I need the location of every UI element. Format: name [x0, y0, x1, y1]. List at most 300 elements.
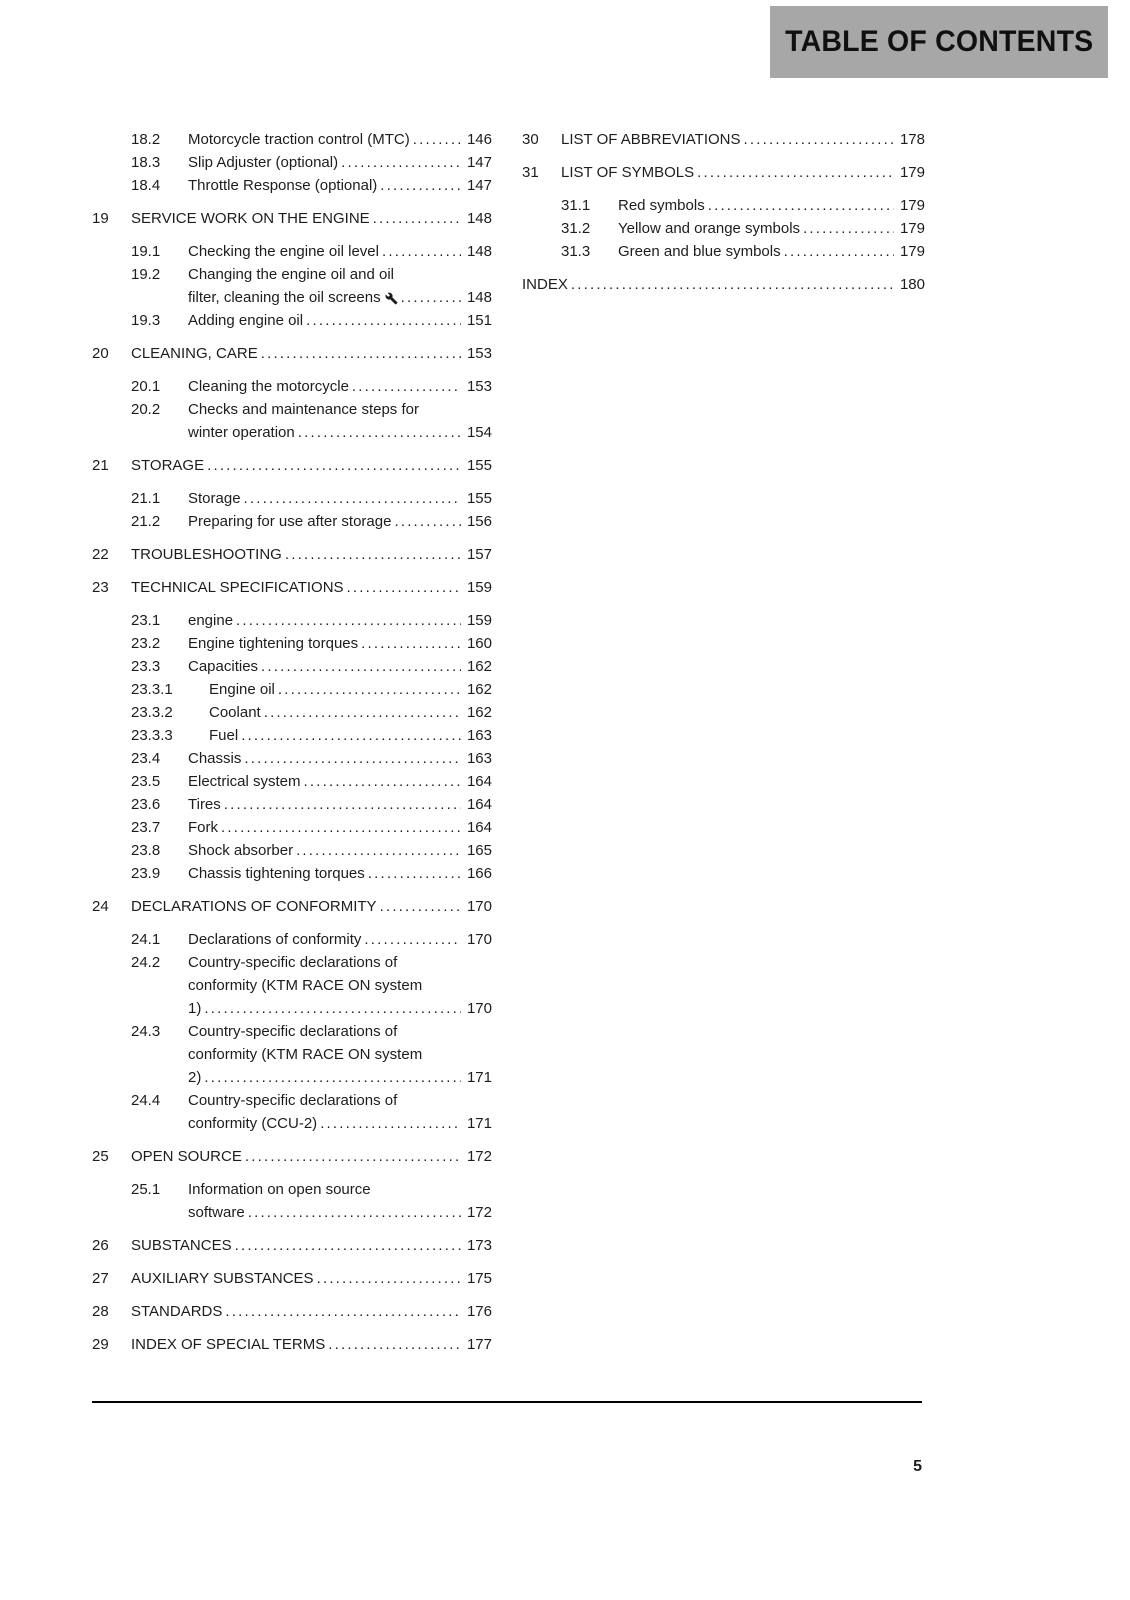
- toc-entry-body: [188, 928, 492, 951]
- toc-entry-body: [188, 862, 492, 885]
- toc-entry-page: 165: [466, 842, 492, 859]
- toc-entry-last-line: [188, 510, 492, 533]
- toc-entry: [92, 839, 492, 862]
- toc-entry-number: 23.3.1: [131, 681, 173, 698]
- dot-leader: [296, 839, 461, 862]
- toc-entry-last-line: [131, 1145, 492, 1168]
- dot-leader: [264, 701, 461, 724]
- toc-entry-number: 31.1: [561, 197, 591, 214]
- toc-entry-page: 148: [466, 243, 492, 260]
- toc-entry: [92, 576, 492, 599]
- toc-entry-title: Chassis tightening torques: [188, 865, 365, 882]
- toc-entry: [92, 1178, 492, 1224]
- toc-entry-number: 18.4: [131, 177, 161, 194]
- toc-entry-body: [188, 1178, 492, 1224]
- toc-entry-page: 147: [466, 154, 492, 171]
- toc-entry-number: 19.2: [131, 266, 161, 283]
- toc-entry-page: 151: [466, 312, 492, 329]
- toc-entry-body: [131, 895, 492, 918]
- toc-entry-page: 164: [466, 796, 492, 813]
- toc-entry-last-line: [131, 454, 492, 477]
- toc-entry: [522, 273, 925, 296]
- dot-leader: [341, 151, 461, 174]
- toc-entry-body: [131, 207, 492, 230]
- toc-entry: [92, 862, 492, 885]
- toc-entry-title: TROUBLESHOOTING: [131, 546, 282, 563]
- toc-entry-number: 20.1: [131, 378, 161, 395]
- toc-entry-last-line: [188, 862, 492, 885]
- toc-entry: [522, 161, 925, 184]
- page-number: 5: [913, 1458, 922, 1475]
- toc-entry-number: 19: [92, 210, 109, 227]
- dot-leader: [382, 240, 461, 263]
- toc-entry-number: 21.2: [131, 513, 161, 530]
- toc-entry-body: [188, 151, 492, 174]
- toc-entry-last-line: [188, 309, 492, 332]
- toc-entry-number: 23.8: [131, 842, 161, 859]
- toc-entry-title: Storage: [188, 490, 241, 507]
- toc-entry-body: [188, 398, 492, 444]
- toc-entry-number: 21.1: [131, 490, 161, 507]
- toc-entry-title-line: conformity (KTM RACE ON system: [188, 977, 423, 994]
- toc-entry-body: [522, 273, 925, 296]
- toc-entry: [92, 609, 492, 632]
- toc-entry-number: 24: [92, 898, 109, 915]
- toc-entry-page: 162: [466, 681, 492, 698]
- toc-entry: [92, 543, 492, 566]
- toc-entry-number: 23.3: [131, 658, 161, 675]
- toc-entry: [92, 454, 492, 477]
- toc-entry-title-line: Country-specific declarations of: [188, 954, 398, 971]
- wrench-icon: [385, 292, 398, 305]
- toc-entry-title: filter, cleaning the oil screens: [188, 289, 381, 306]
- toc-entry-number: 19.3: [131, 312, 161, 329]
- toc-entry-last-line: [188, 793, 492, 816]
- page-header: [770, 6, 1108, 78]
- toc-entry-number: 31.3: [561, 243, 591, 260]
- toc-entry-body: [188, 609, 492, 632]
- toc-entry-title: LIST OF SYMBOLS: [561, 164, 695, 181]
- toc-entry-last-line: [188, 928, 492, 951]
- toc-entry-last-line: [131, 1333, 492, 1356]
- toc-entry-page: 154: [466, 424, 492, 441]
- toc-entry-page: 179: [899, 164, 925, 181]
- toc-entry-body: [188, 1020, 492, 1089]
- dot-leader: [697, 161, 894, 184]
- toc-entry: [92, 928, 492, 951]
- toc-entry: [92, 375, 492, 398]
- toc-entry-page: 155: [466, 490, 492, 507]
- toc-entry: [92, 632, 492, 655]
- toc-entry-last-line: [188, 240, 492, 263]
- toc-entry-body: [188, 240, 492, 263]
- toc-entry-body: [131, 1234, 492, 1257]
- toc-entry-title-line: conformity (KTM RACE ON system: [188, 1046, 423, 1063]
- toc-entry: [92, 342, 492, 365]
- dot-leader: [204, 997, 461, 1020]
- toc-entry-body: [131, 1267, 492, 1290]
- toc-entry-number: 23: [92, 579, 109, 596]
- toc-entry: [92, 895, 492, 918]
- toc-entry-body: [188, 793, 492, 816]
- toc-entry-body: [188, 375, 492, 398]
- dot-leader: [225, 1300, 461, 1323]
- toc-entry-page: 155: [466, 457, 492, 474]
- toc-entry-last-line: [131, 895, 492, 918]
- page-title: TABLE OF CONTENTS: [784, 25, 1094, 58]
- toc-entry-page: 159: [466, 579, 492, 596]
- toc-entry-last-line: [131, 342, 492, 365]
- toc-entry-title: Coolant: [209, 704, 261, 721]
- toc-entry: [92, 951, 492, 1020]
- dot-leader: [278, 678, 461, 701]
- toc-entry-page: 164: [466, 773, 492, 790]
- toc-entry-page: 153: [466, 378, 492, 395]
- toc-entry-title: Capacities: [188, 658, 259, 675]
- toc-entry-body: [131, 1300, 492, 1323]
- toc-entry-number: 18.2: [131, 131, 161, 148]
- toc-entry-title: Engine tightening torques: [188, 635, 359, 652]
- toc-entry-page: 172: [466, 1204, 492, 1221]
- toc-entry-last-line: [131, 576, 492, 599]
- dot-leader: [236, 609, 461, 632]
- toc-entry-page: 171: [466, 1115, 492, 1132]
- toc-entry: [92, 1020, 492, 1089]
- toc-entry-page: 148: [466, 210, 492, 227]
- toc-entry-last-line: [188, 128, 492, 151]
- toc-entry-page: 164: [466, 819, 492, 836]
- toc-entry-title: Fork: [188, 819, 218, 836]
- dot-leader: [744, 128, 895, 151]
- toc-entry-body: [131, 543, 492, 566]
- toc-entry: [92, 655, 492, 678]
- dot-leader: [245, 1145, 461, 1168]
- toc-entry-title: Slip Adjuster (optional): [188, 154, 339, 171]
- toc-entry-page: 157: [466, 546, 492, 563]
- toc-entry-last-line: [561, 128, 925, 151]
- dot-leader: [304, 770, 461, 793]
- toc-entry-body: [131, 454, 492, 477]
- toc-entry-number: 29: [92, 1336, 109, 1353]
- dot-leader: [373, 207, 461, 230]
- toc-entry-title: Motorcycle traction control (MTC): [188, 131, 410, 148]
- toc-entry-body: [188, 770, 492, 793]
- dot-leader: [244, 747, 461, 770]
- toc-entry-title-line: Country-specific declarations of: [188, 1023, 398, 1040]
- toc-entry-body: [209, 701, 492, 724]
- toc-entry-page: 163: [466, 750, 492, 767]
- toc-entry: [522, 240, 925, 263]
- toc-entry-number: 23.5: [131, 773, 161, 790]
- toc-entry-page: 148: [466, 289, 492, 306]
- toc-entry-last-line: [618, 194, 925, 217]
- toc-entry-page: 162: [466, 704, 492, 721]
- toc-entry: [92, 510, 492, 533]
- toc-entry-number: 24.3: [131, 1023, 161, 1040]
- dot-leader: [204, 1066, 461, 1089]
- toc-entry: [92, 793, 492, 816]
- toc-entry-number: 19.1: [131, 243, 161, 260]
- toc-entry-title: AUXILIARY SUBSTANCES: [131, 1270, 314, 1287]
- toc-entry-page: 163: [466, 727, 492, 744]
- toc-entry-page: 179: [899, 220, 925, 237]
- toc-entry-title-line: Checks and maintenance steps for: [188, 401, 419, 418]
- toc-entry-last-line: [188, 632, 492, 655]
- dot-leader: [352, 375, 461, 398]
- dot-leader: [784, 240, 894, 263]
- toc-entry-body: [209, 678, 492, 701]
- toc-entry-number: 31: [522, 164, 539, 181]
- toc-entry: [92, 816, 492, 839]
- toc-entry-title: Green and blue symbols: [618, 243, 781, 260]
- toc-entry-page: 177: [466, 1336, 492, 1353]
- toc-entry-body: [188, 951, 492, 1020]
- toc-column-right: [522, 128, 925, 1366]
- toc-entry-body: [188, 655, 492, 678]
- toc-entry: [92, 701, 492, 724]
- dot-leader: [248, 1201, 461, 1224]
- dot-leader: [380, 174, 461, 197]
- dot-leader: [347, 576, 461, 599]
- toc-entry-body: [131, 1145, 492, 1168]
- toc-entry-page: 156: [466, 513, 492, 530]
- toc-entry-number: 25.1: [131, 1181, 161, 1198]
- toc-entry-page: 173: [466, 1237, 492, 1254]
- toc-entry-title: Chassis: [188, 750, 242, 767]
- toc-entry-number: 31.2: [561, 220, 591, 237]
- toc-entry-last-line: [188, 286, 492, 309]
- toc-entry-last-line: [131, 1234, 492, 1257]
- toc-entry-body: [188, 816, 492, 839]
- toc-entry: [92, 398, 492, 444]
- toc-entry-last-line: [188, 770, 492, 793]
- toc-entry-title: 1): [188, 1000, 202, 1017]
- toc-entry-last-line: [188, 747, 492, 770]
- toc-entry-page: 162: [466, 658, 492, 675]
- toc-entry: [92, 1300, 492, 1323]
- toc-entry-number: 26: [92, 1237, 109, 1254]
- dot-leader: [803, 217, 894, 240]
- toc-entry-last-line: [188, 655, 492, 678]
- toc-entry-body: [618, 240, 925, 263]
- dot-leader: [394, 510, 461, 533]
- toc-entry-last-line: [131, 207, 492, 230]
- toc-entry-body: [188, 309, 492, 332]
- toc-entry-title: Shock absorber: [188, 842, 294, 859]
- toc-entry-body: [618, 217, 925, 240]
- toc-entry-last-line: [188, 839, 492, 862]
- dot-leader: [413, 128, 461, 151]
- toc-entry-page: 170: [466, 898, 492, 915]
- dot-leader: [320, 1112, 461, 1135]
- toc-entry-number: 24.2: [131, 954, 161, 971]
- toc-entry: [522, 128, 925, 151]
- toc-entry-body: [561, 128, 925, 151]
- toc-entry-last-line: [188, 997, 492, 1020]
- toc-entry-page: 178: [899, 131, 925, 148]
- toc-entry-title: INDEX OF SPECIAL TERMS: [131, 1336, 326, 1353]
- toc-entry-last-line: [209, 724, 492, 747]
- toc-entry-body: [188, 487, 492, 510]
- toc-entry-title-line: Information on open source: [188, 1181, 371, 1198]
- toc-entry-body: [131, 1333, 492, 1356]
- toc-entry: [92, 1089, 492, 1135]
- toc-entry-body: [188, 1089, 492, 1135]
- toc-entry-number: 30: [522, 131, 539, 148]
- toc-entry: [522, 194, 925, 217]
- toc-entry-page: 147: [466, 177, 492, 194]
- toc-entry-body: [131, 576, 492, 599]
- toc-entry-number: 23.6: [131, 796, 161, 813]
- toc-entry-number: 25: [92, 1148, 109, 1165]
- toc-entry-title: TECHNICAL SPECIFICATIONS: [131, 579, 344, 596]
- toc-entry-title: Engine oil: [209, 681, 275, 698]
- toc-entry-last-line: [188, 1112, 492, 1135]
- toc-entry-title: Throttle Response (optional): [188, 177, 378, 194]
- toc-entry-title: OPEN SOURCE: [131, 1148, 242, 1165]
- toc-entry-number: 24.1: [131, 931, 161, 948]
- dot-leader: [241, 724, 461, 747]
- dot-leader: [207, 454, 461, 477]
- dot-leader: [364, 928, 461, 951]
- toc-entry-last-line: [188, 609, 492, 632]
- toc-entry-last-line: [561, 161, 925, 184]
- toc-entry: [92, 487, 492, 510]
- toc-entry-page: 166: [466, 865, 492, 882]
- dot-leader: [221, 816, 461, 839]
- toc-entry: [92, 678, 492, 701]
- toc-entry-page: 170: [466, 931, 492, 948]
- toc-entry-last-line: [209, 678, 492, 701]
- toc-entry-title: Yellow and orange symbols: [618, 220, 801, 237]
- toc-entry-title: winter operation: [188, 424, 295, 441]
- toc-entry-body: [188, 747, 492, 770]
- toc-entry-number: 23.3.2: [131, 704, 173, 721]
- toc-entry-page: 159: [466, 612, 492, 629]
- dot-leader: [571, 273, 894, 296]
- toc-entry: [92, 174, 492, 197]
- toc-entry-body: [561, 161, 925, 184]
- toc-entry-title: CLEANING, CARE: [131, 345, 258, 362]
- toc-column-left: [92, 128, 492, 1366]
- toc-entry-number: 20.2: [131, 401, 161, 418]
- toc-entry-title: Fuel: [209, 727, 239, 744]
- toc-entry-title: Cleaning the motorcycle: [188, 378, 349, 395]
- toc-entry: [92, 1267, 492, 1290]
- toc-entry: [92, 747, 492, 770]
- toc-entry-number: 24.4: [131, 1092, 161, 1109]
- toc-entry-page: 146: [466, 131, 492, 148]
- toc-entry-title: Red symbols: [618, 197, 705, 214]
- toc-entry-number: 21: [92, 457, 109, 474]
- footer-divider: [92, 1401, 922, 1403]
- toc-entry: [92, 151, 492, 174]
- dot-leader: [306, 309, 461, 332]
- toc-entry-number: 23.9: [131, 865, 161, 882]
- toc-entry: [92, 1333, 492, 1356]
- toc-entry-title: INDEX: [522, 276, 568, 293]
- dot-leader: [328, 1333, 461, 1356]
- toc-entry-last-line: [188, 1066, 492, 1089]
- toc-entry-number: 23.1: [131, 612, 161, 629]
- toc-entry: [92, 1145, 492, 1168]
- toc-entry-last-line: [188, 421, 492, 444]
- toc-entry: [522, 217, 925, 240]
- dot-leader: [235, 1234, 461, 1257]
- toc-entry-last-line: [618, 240, 925, 263]
- dot-leader: [368, 862, 461, 885]
- toc-entry-page: 179: [899, 197, 925, 214]
- toc-entry-title: 2): [188, 1069, 202, 1086]
- toc-entry-number: 23.7: [131, 819, 161, 836]
- toc-entry-page: 176: [466, 1303, 492, 1320]
- toc-entry-last-line: [188, 151, 492, 174]
- toc-entry-last-line: [618, 217, 925, 240]
- dot-leader: [261, 342, 461, 365]
- toc-entry-body: [209, 724, 492, 747]
- toc-entry-last-line: [188, 816, 492, 839]
- toc-entry-body: [618, 194, 925, 217]
- toc-entry-last-line: [188, 174, 492, 197]
- toc-entry-page: 179: [899, 243, 925, 260]
- toc-entry-body: [188, 632, 492, 655]
- toc-entry-body: [188, 263, 492, 309]
- toc-entry-page: 171: [466, 1069, 492, 1086]
- toc-entry-last-line: [188, 1201, 492, 1224]
- toc-entry-body: [188, 510, 492, 533]
- dot-leader: [285, 543, 461, 566]
- toc-entry-title-line: Country-specific declarations of: [188, 1092, 398, 1109]
- toc-entry-number: 28: [92, 1303, 109, 1320]
- toc-entry-title-line: Changing the engine oil and oil: [188, 266, 394, 283]
- toc-entry-last-line: [522, 273, 925, 296]
- toc-entry-page: 153: [466, 345, 492, 362]
- toc-entry-title: STORAGE: [131, 457, 205, 474]
- toc-entry-last-line: [188, 487, 492, 510]
- toc-entry: [92, 263, 492, 309]
- toc-entry: [92, 240, 492, 263]
- dot-leader: [224, 793, 461, 816]
- toc-entry-title: engine: [188, 612, 234, 629]
- toc-entry-body: [188, 174, 492, 197]
- toc-entry-body: [131, 342, 492, 365]
- toc-entry-title: SUBSTANCES: [131, 1237, 232, 1254]
- dot-leader: [708, 194, 894, 217]
- toc-entry-title: software: [188, 1204, 245, 1221]
- toc-entry: [92, 770, 492, 793]
- table-of-contents: [92, 128, 925, 1366]
- toc-entry-last-line: [131, 1300, 492, 1323]
- toc-entry-title: SERVICE WORK ON THE ENGINE: [131, 210, 370, 227]
- toc-entry-number: 23.3.3: [131, 727, 173, 744]
- toc-entry-body: [188, 128, 492, 151]
- toc-entry-last-line: [188, 375, 492, 398]
- toc-entry-page: 172: [466, 1148, 492, 1165]
- toc-entry-number: 27: [92, 1270, 109, 1287]
- toc-entry: [92, 207, 492, 230]
- toc-entry-page: 180: [899, 276, 925, 293]
- toc-entry-page: 175: [466, 1270, 492, 1287]
- dot-leader: [401, 286, 461, 309]
- toc-entry: [92, 128, 492, 151]
- toc-entry: [92, 1234, 492, 1257]
- toc-entry-page: 160: [466, 635, 492, 652]
- toc-entry-number: 23.4: [131, 750, 161, 767]
- toc-entry-title: LIST OF ABBREVIATIONS: [561, 131, 741, 148]
- toc-entry-body: [188, 839, 492, 862]
- toc-entry: [92, 309, 492, 332]
- dot-leader: [244, 487, 461, 510]
